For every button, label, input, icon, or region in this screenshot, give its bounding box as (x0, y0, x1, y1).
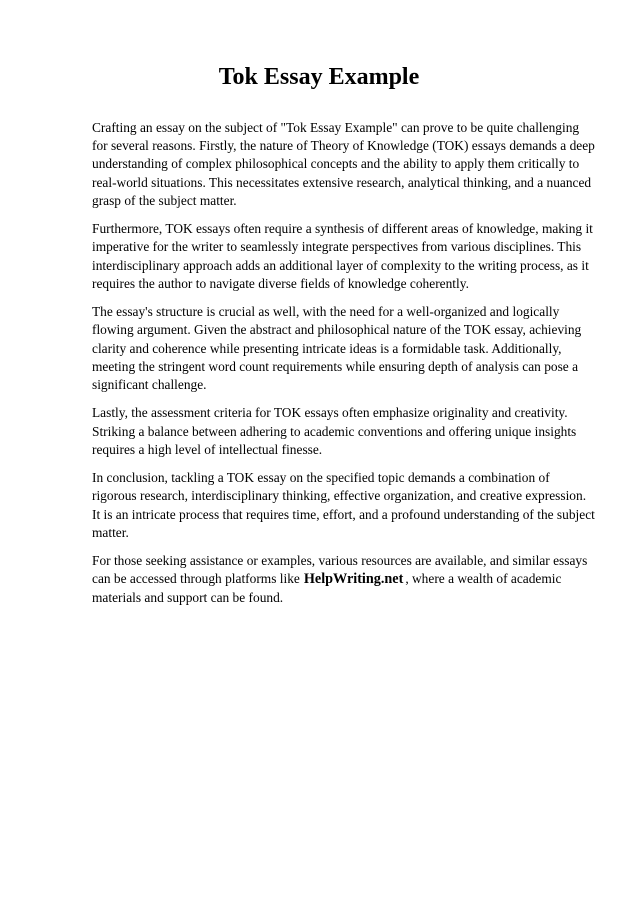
paragraph-3: The essay's structure is crucial as well, with the need for a well-organized and logically flowing argument. Given the abstract and philosophical nature of the TOK essay, achieving clarity and coherence while presenting intricate ideas is a formidable task. Additionally, meeting the stringent word count requirements while ensuring depth of analysis can pose a significant challenge. (92, 304, 582, 393)
helpwriting-link[interactable]: HelpWriting.net (303, 571, 404, 588)
paragraph-2: Furthermore, TOK essays often require a synthesis of different areas of knowledge, making it imperative for the writer to seamlessly integrate perspectives from various disciplines. This interdisciplinary approach adds an additional layer of complexity to the writing process, as it requires the author to navigate diverse fields of knowledge coherently. (92, 221, 593, 291)
paragraph-5: In conclusion, tackling a TOK essay on the specified topic demands a combination of rigorous research, interdisciplinary thinking, effective organization, and creative expression. It is an intricate process that requires time, effort, and a profound understanding of the subject matter. (92, 470, 595, 540)
paragraph-4: Lastly, the assessment criteria for TOK essays often emphasize originality and creativity. Striking a balance between adhering to academic conventions and offering unique insights requires a high level of intellectual finesse. (92, 405, 577, 457)
essay-body (92, 119, 597, 617)
paragraph-1: Crafting an essay on the subject of "Tok Essay Example" can prove to be quite challenging for several reasons. Firstly, the nature of Theory of Knowledge (TOK) essays demands a deep understanding of complex philosophical concepts and the ability to apply them critically to real-world situations. This necessitates extensive research, analytical thinking, and a nuanced grasp of the subject matter. (92, 120, 595, 208)
paragraph-6 (92, 552, 597, 607)
paragraph-6-intro: For those seeking assistance or examples, various resources are available, and similar essays can be accessed through platforms like (92, 553, 588, 587)
paragraph-6-outro: , where a wealth of academic materials and support can be found. (92, 571, 562, 605)
page-title: Tok Essay Example (218, 64, 420, 90)
